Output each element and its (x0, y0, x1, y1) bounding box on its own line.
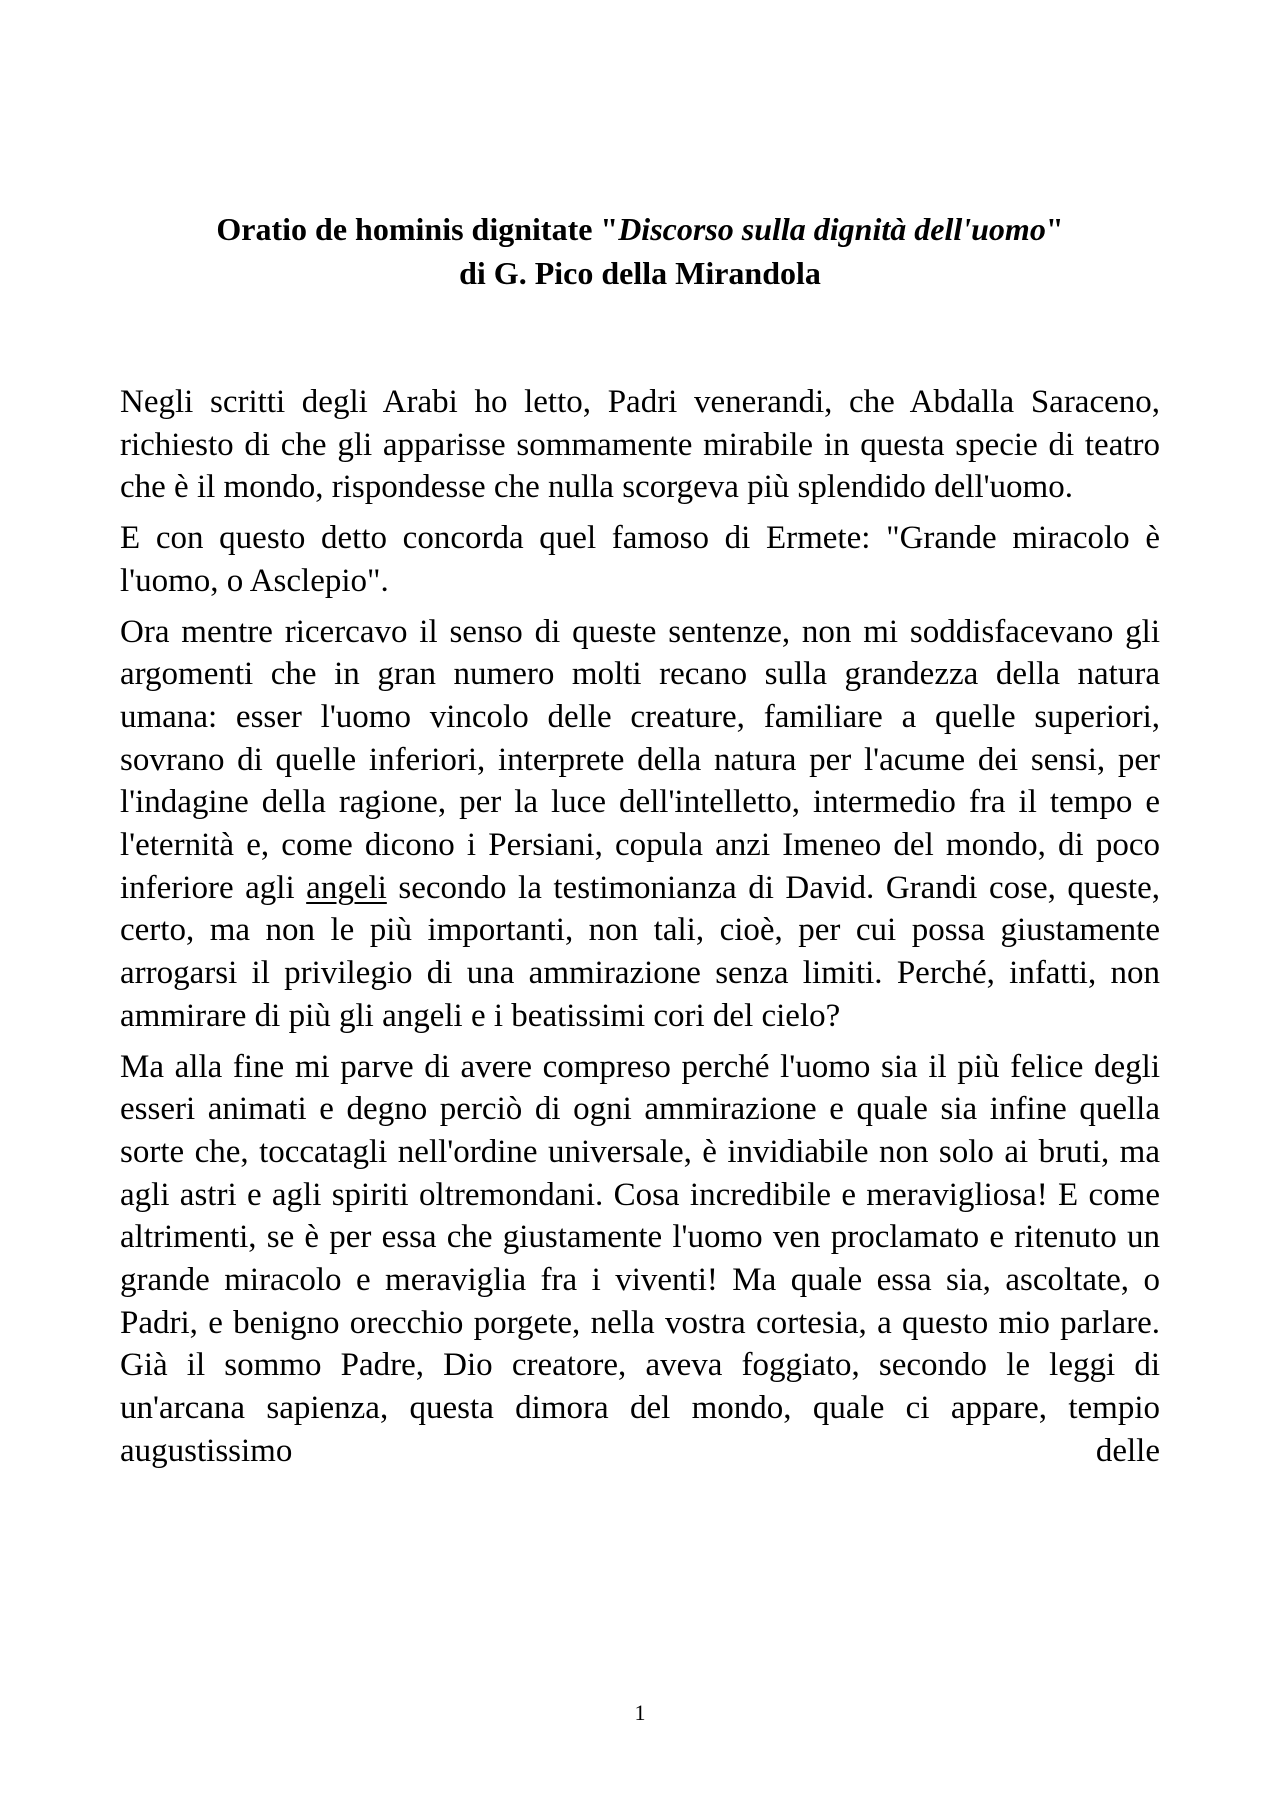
document-title (120, 207, 1160, 295)
paragraph-4: Ma alla fine mi parve di avere compreso perché l'uomo sia il più felice degli esseri animati e degno perciò di ogni ammirazione e quale sia infine quella sorte che, toccatagli nell'ordine universale, è invidiabile non solo ai bruti, ma agli astri e agli spiriti oltremondani. Cosa incredibile e meravigliosa! E come altrimenti, se è per essa che giustamente l'uomo ven proclamato e ritenuto un grande miracolo e meraviglia fra i viventi! Ma quale essa sia, ascoltate, o Padri, e benigno orecchio porgete, nella vostra cortesia, a questo mio parlare. Già il sommo Padre, Dio creatore, aveva foggiato, secondo le leggi di un'arcana sapienza, questa dimora del mondo, quale ci appare, tempio augustissimo delle (120, 1048, 1160, 1469)
paragraph-2: E con questo detto concorda quel famoso di Ermete: "Grande miracolo è l'uomo, o Asclepio". (120, 520, 1160, 599)
paragraph-1: Negli scritti degli Arabi ho letto, Padri venerandi, che Abdalla Saraceno, richiesto di che gli apparisse sommamente mirabile in questa specie di teatro che è il mondo, rispondesse che nulla scorgeva più splendido dell'uomo. (120, 384, 1160, 506)
title-italic: Discorso sulla dignità dell'uomo (618, 211, 1046, 247)
title-suffix: " (1045, 211, 1064, 247)
paragraph-3-text-end: secondo la testimonianza di David. Grandi cose, queste, certo, ma non le più importanti, non tali, cioè, per cui possa giustamente arrogarsi il privilegio di una ammirazione senza limiti. Perché, infatti, non ammirare di più gli angeli e i beatissimi cori del cielo? (120, 869, 1160, 1034)
paragraph-3-text-start: Ora mentre ricercavo il senso di queste sentenze, non mi soddisfacevano gli argomenti che in gran numero molti recano sulla grandezza della natura umana: esser l'uomo vincolo delle creature, familiare a quelle superiori, sovrano di quelle inferiori, interprete della natura per l'acume dei sensi, per l'indagine della ragione, per la luce dell'intelletto, intermedio fra il tempo e l'eternità e, come dicono i Persiani, copula anzi Imeneo del mondo, di poco inferiore agli (120, 613, 1160, 906)
title-prefix: Oratio de hominis dignitate " (216, 211, 619, 247)
title-line-2: di G. Pico della Mirandola (459, 255, 821, 291)
document-body (120, 381, 1160, 1481)
paragraph-3 (120, 611, 1160, 1038)
page-number: 1 (634, 1700, 646, 1725)
title-line-1 (120, 207, 1160, 251)
angeli-link[interactable]: angeli (306, 869, 387, 906)
